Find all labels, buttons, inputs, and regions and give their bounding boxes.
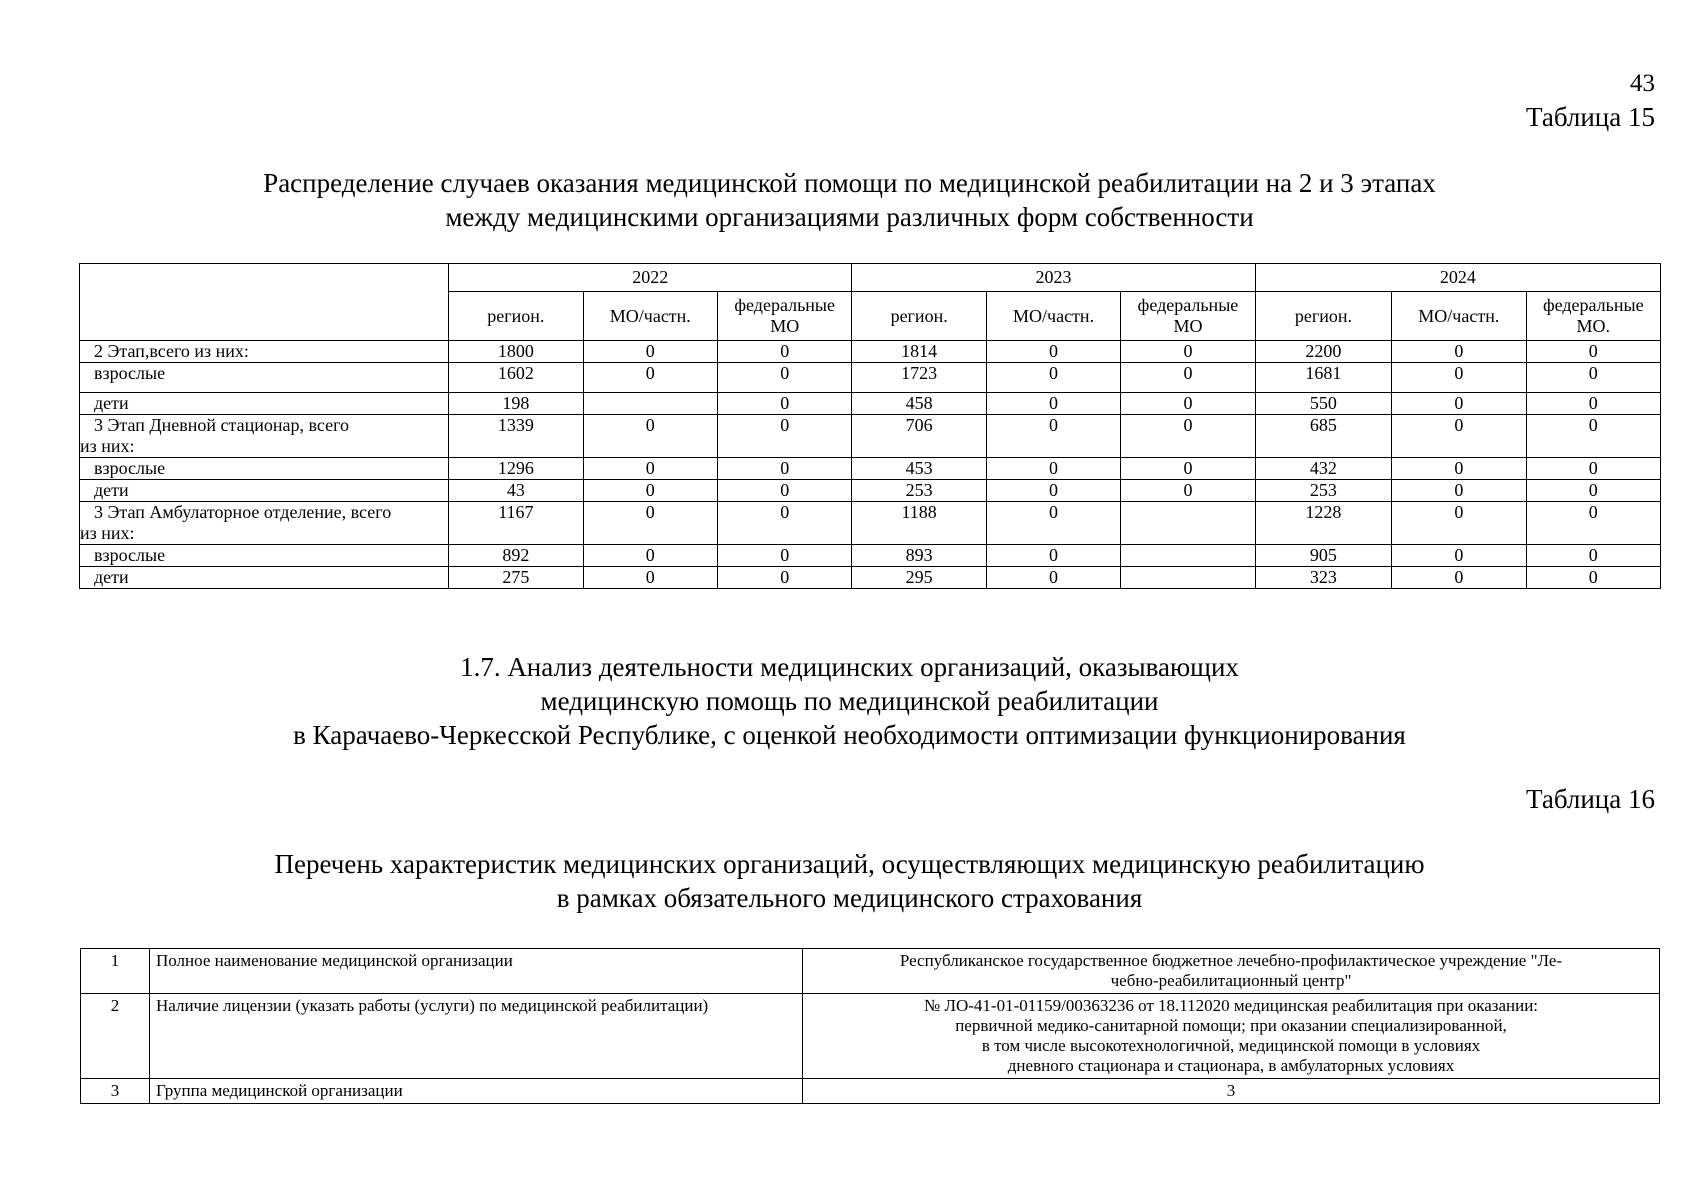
value-line: чебно-реабилитационный центр" [1110,971,1352,990]
table-row [80,341,1661,363]
table-cell: 0 [583,502,717,545]
table-15 [79,263,1661,589]
table-cell: 0 [1526,415,1660,458]
table-cell: 0 [1392,393,1526,415]
table-cell: 453 [852,458,986,480]
section-heading-line3: в Карачаево-Черкесской Республике, с оценкой необходимости оптимизации функционирования [293,720,1406,750]
table-16-title-line1: Перечень характеристик медицинских организаций, осуществляющих медицинскую реабилитацию [274,849,1425,879]
column-header: МО/частн. [986,292,1120,341]
table-cell: 0 [986,415,1120,458]
characteristic-name: Группа медицинской организации [150,1079,803,1104]
table-cell: 0 [1392,567,1526,589]
characteristic-value [803,1079,1660,1104]
table-cell: 0 [583,480,717,502]
table-cell: 685 [1255,415,1391,458]
year-header: 2022 [449,264,852,292]
corner-cell [80,264,449,341]
row-number: 2 [81,994,150,1079]
table-cell: 0 [1526,458,1660,480]
table-cell [1121,545,1255,567]
table-cell: 1723 [852,363,986,393]
table-cell: 0 [986,363,1120,393]
table-row [81,949,1660,994]
table-16 [80,948,1660,1104]
table-16-title [0,847,1699,915]
table-cell: 0 [1121,415,1255,458]
table-cell: 1681 [1255,363,1391,393]
row-label-line1: 3 Этап Дневной стационар, всего [94,415,349,435]
table-cell: 0 [1526,545,1660,567]
row-label: взрослые [80,363,449,393]
column-header: МО/частн. [1392,292,1526,341]
table-cell: 892 [449,545,583,567]
year-header: 2023 [852,264,1255,292]
table-cell [1121,567,1255,589]
table-cell: 1339 [449,415,583,458]
column-header: МО/частн. [583,292,717,341]
value-line: Республиканское государственное бюджетное лечебно-профилактическое учреждение "Ле- [899,951,1563,970]
table-row [81,1079,1660,1104]
row-label-line2: из них: [80,436,135,456]
table-cell: 0 [583,458,717,480]
table-cell: 253 [852,480,986,502]
table-cell: 1800 [449,341,583,363]
row-label: дети [80,567,449,589]
table-16-label: Таблица 16 [1526,784,1655,814]
table-cell: 893 [852,545,986,567]
year-header-row [80,264,1661,292]
table-15-label: Таблица 15 [1526,102,1655,132]
column-header: регион. [449,292,583,341]
table-cell: 0 [986,393,1120,415]
year-header: 2024 [1255,264,1660,292]
column-header: федеральные МО [718,292,852,341]
section-heading [0,650,1699,752]
table-row [80,393,1661,415]
table-cell: 550 [1255,393,1391,415]
table-cell: 0 [583,363,717,393]
table-cell: 0 [1392,415,1526,458]
table-cell: 0 [1526,363,1660,393]
table-cell: 0 [1392,480,1526,502]
table-row [80,458,1661,480]
column-header: федеральные МО [1121,292,1255,341]
table-cell: 1814 [852,341,986,363]
table-cell: 1167 [449,502,583,545]
table-cell: 1228 [1255,502,1391,545]
table-cell: 0 [1526,502,1660,545]
table-15-title [0,166,1699,234]
value-line: дневного стационара и стационара, в амбулаторных условиях [1007,1056,1455,1075]
row-label [80,415,449,458]
table-cell: 295 [852,567,986,589]
column-header: федеральные МО. [1526,292,1660,341]
table-cell: 0 [1121,341,1255,363]
table-cell: 0 [986,341,1120,363]
table-cell: 0 [1121,458,1255,480]
table-cell: 275 [449,567,583,589]
table-cell: 0 [1526,393,1660,415]
table-row [80,363,1661,393]
table-cell: 0 [986,545,1120,567]
table-cell: 432 [1255,458,1391,480]
row-number: 3 [81,1079,150,1104]
row-label: дети [80,480,449,502]
table-cell: 0 [583,341,717,363]
table-cell: 0 [1526,480,1660,502]
table-cell: 905 [1255,545,1391,567]
characteristic-name: Наличие лицензии (указать работы (услуги) по медицинской реабилитации) [150,994,803,1079]
column-header: регион. [1255,292,1391,341]
row-label-line1: 3 Этап Амбулаторное отделение, всего [94,502,392,522]
table-cell: 0 [718,415,852,458]
table-cell: 0 [1392,545,1526,567]
table-cell: 1296 [449,458,583,480]
table-cell: 0 [1526,341,1660,363]
row-label: взрослые [80,458,449,480]
value-line: первичной медико-санитарной помощи; при оказании специализированной, [955,1016,1507,1035]
row-label: дети [80,393,449,415]
table-cell: 0 [986,458,1120,480]
characteristic-name: Полное наименование медицинской организации [150,949,803,994]
table-cell: 0 [986,567,1120,589]
value-line: № ЛО-41-01-01159/00363236 от 18.112020 медицинская реабилитация при оказании: [923,996,1539,1015]
table-cell: 0 [986,502,1120,545]
table-row [80,545,1661,567]
table-cell: 0 [718,502,852,545]
row-label [80,502,449,545]
table-cell: 0 [1392,458,1526,480]
table-row [80,480,1661,502]
table-cell: 0 [1392,341,1526,363]
table-cell: 1188 [852,502,986,545]
row-label: 2 Этап,всего из них: [80,341,449,363]
characteristic-value [803,949,1660,994]
table-cell: 0 [718,567,852,589]
table-cell: 0 [718,458,852,480]
page-number: 43 [1630,70,1655,97]
table-cell: 0 [1121,363,1255,393]
table-cell: 0 [718,480,852,502]
row-label: взрослые [80,545,449,567]
table-cell: 253 [1255,480,1391,502]
table-cell: 43 [449,480,583,502]
table-15-title-line1: Распределение случаев оказания медицинской помощи по медицинской реабилитации на 2 и 3 этапах [263,168,1436,198]
table-cell: 198 [449,393,583,415]
value-line: 3 [1226,1081,1236,1100]
table-row [81,994,1660,1079]
table-cell: 0 [1392,363,1526,393]
row-label-line2: из них: [80,523,135,543]
characteristic-value [803,994,1660,1079]
table-row [80,415,1661,458]
table-cell: 0 [1392,502,1526,545]
table-cell: 0 [718,393,852,415]
column-header: регион. [852,292,986,341]
table-cell: 0 [1121,393,1255,415]
table-cell: 2200 [1255,341,1391,363]
table-cell: 0 [1526,567,1660,589]
table-cell: 458 [852,393,986,415]
row-number: 1 [81,949,150,994]
table-cell: 0 [718,363,852,393]
table-cell: 0 [1121,480,1255,502]
table-cell: 0 [718,341,852,363]
table-cell: 0 [718,545,852,567]
table-row [80,502,1661,545]
value-line: в том числе высокотехнологичной, медицинской помощи в условиях [981,1036,1481,1055]
table-cell: 0 [583,415,717,458]
table-16-title-line2: в рамках обязательного медицинского страхования [556,883,1143,913]
table-cell: 0 [986,480,1120,502]
section-heading-line1: 1.7. Анализ деятельности медицинских организаций, оказывающих [460,652,1239,682]
table-cell: 323 [1255,567,1391,589]
table-cell: 1602 [449,363,583,393]
section-heading-line2: медицинскую помощь по медицинской реабилитации [540,686,1159,716]
table-row [80,567,1661,589]
table-cell: 706 [852,415,986,458]
table-cell [583,393,717,415]
table-cell [1121,502,1255,545]
table-15-title-line2: между медицинскими организациями различных форм собственности [445,202,1254,232]
table-cell: 0 [583,545,717,567]
table-cell: 0 [583,567,717,589]
